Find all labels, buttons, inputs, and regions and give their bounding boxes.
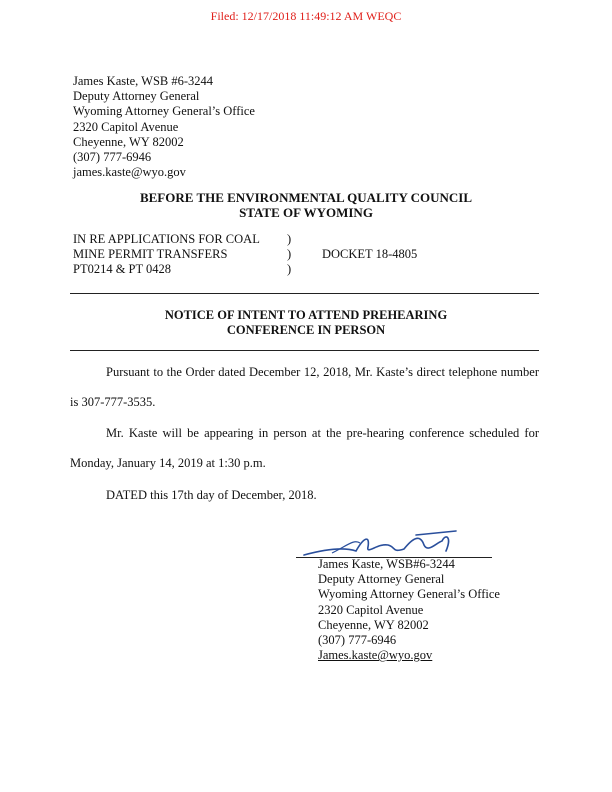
caption-line: MINE PERMIT TRANSFERS <box>73 247 228 262</box>
attorney-street: 2320 Capitol Avenue <box>73 119 179 134</box>
signer-street: 2320 Capitol Avenue <box>318 602 424 617</box>
divider-top <box>70 293 539 294</box>
signer-office: Wyoming Attorney General’s Office <box>318 587 500 602</box>
body-paragraph-phone: Pursuant to the Order dated December 12, 2018, Mr. Kaste’s direct telephone number is 307-777-3535. <box>70 365 539 409</box>
signer-phone: (307) 777-6946 <box>318 633 397 648</box>
caption-parens <box>287 232 291 278</box>
caption-line: PT0214 & PT 0428 <box>73 262 172 277</box>
caption-paren: ) <box>287 232 292 246</box>
caption-paren: ) <box>287 247 292 262</box>
caption-paren: ) <box>287 262 292 277</box>
handwritten-signature <box>296 525 496 561</box>
divider-bottom <box>70 350 539 351</box>
attorney-office: Wyoming Attorney General’s Office <box>73 104 255 119</box>
body-paragraph-dated: DATED this 17th day of December, 2018. <box>106 488 317 502</box>
caption-line: IN RE APPLICATIONS FOR COAL <box>73 232 260 246</box>
attorney-email: james.kaste@wyo.gov <box>73 165 186 180</box>
attorney-title: Deputy Attorney General <box>73 89 200 104</box>
signer-title: Deputy Attorney General <box>318 572 445 587</box>
document-title <box>0 308 612 338</box>
attorney-phone: (307) 777-6946 <box>73 150 152 165</box>
court-heading <box>0 190 612 220</box>
signature-block <box>318 557 500 663</box>
body-paragraph-appearance: Mr. Kaste will be appearing in person at the pre-hearing conference scheduled for Monday, January 14, 2019 at 1:30 p.m. <box>70 426 539 470</box>
title-line: NOTICE OF INTENT TO ATTEND PREHEARING <box>164 308 448 322</box>
signer-name: James Kaste, WSB#6-3244 <box>318 557 455 571</box>
attorney-name: James Kaste, WSB #6-3244 <box>73 74 214 88</box>
court-state: STATE OF WYOMING <box>239 205 373 220</box>
docket-number: DOCKET 18-4805 <box>322 247 418 261</box>
signer-city: Cheyenne, WY 82002 <box>318 617 429 632</box>
attorney-address-block <box>73 74 255 180</box>
signer-email-link[interactable]: James.kaste@wyo.gov <box>318 648 433 663</box>
case-caption <box>73 232 260 278</box>
filed-stamp: Filed: 12/17/2018 11:49:12 AM WEQC <box>210 9 402 23</box>
attorney-city: Cheyenne, WY 82002 <box>73 134 184 149</box>
court-name: BEFORE THE ENVIRONMENTAL QUALITY COUNCIL <box>139 190 473 205</box>
title-line: CONFERENCE IN PERSON <box>226 323 386 337</box>
